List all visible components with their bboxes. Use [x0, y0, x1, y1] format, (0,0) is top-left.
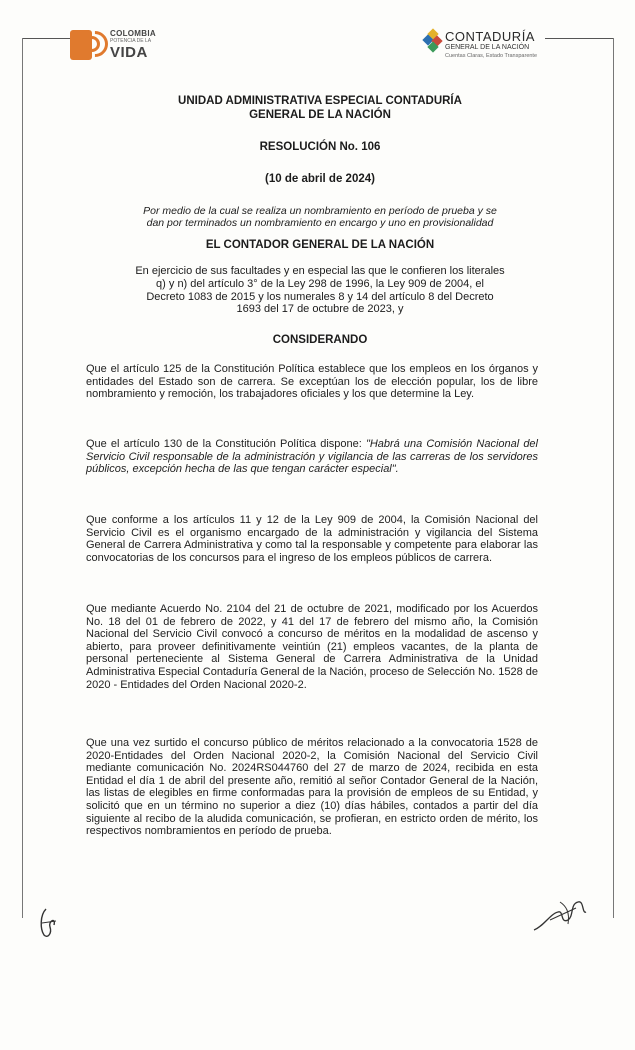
contaduria-logo	[424, 30, 537, 60]
considerando-heading: CONSIDERANDO	[272, 334, 368, 346]
initials-signature	[36, 905, 66, 941]
powers-line2: q) y n) del artículo 3° de la Ley 298 de 1996, la Ley 909 de 2004, el	[156, 277, 484, 290]
paragraph-5: Que una vez surtido el concurso público de méritos relacionado a la convocatoria 1528 de 2020-Entidades del Orden Nacional 2020-2, la Comisión Nacional del Servicio Civil mediante comunicación No. 2024RS044760 del 27 de marzo de 2024, recibida en esta Entidad el día 1 de abril del presente año, remitió al señor Contador General de la Nación, las listas de elegibles en firme conformadas para la provisión de empleos de su Entidad, y solicitó que en un término no superior a diez (10) días hábiles, contados a partir del día siguiente al recibo de la aludida comunicación, se profieran, en estricto orden de mérito, los respectivos nombramientos en período de prueba.	[86, 737, 538, 838]
frame-line-right	[613, 38, 614, 918]
logo-right-line2: GENERAL DE LA NACIÓN	[445, 44, 530, 51]
entity-line2: GENERAL DE LA NACIÓN	[249, 109, 391, 121]
resolution-subject	[60, 206, 580, 229]
resolution-number: RESOLUCIÓN No. 106	[259, 141, 381, 153]
frame-line-top-left	[22, 38, 74, 39]
logo-left-line1: COLOMBIA	[110, 29, 156, 38]
paragraph-3: Que conforme a los artículos 11 y 12 de la Ley 909 de 2004, la Comisión Nacional del Servicio Civil es el organismo encargado de la administración y vigilancia del Sistema General de Carrera Administrativa y como tal la responsable y competente para elaborar las convocatorias de los concursos para el ingreso de los empleos públicos de carrera.	[86, 514, 538, 564]
subject-line1: Por medio de la cual se realiza un nombramiento en período de prueba y se	[143, 205, 497, 217]
logo-right-line3: Cuentas Claras, Estado Transparente	[445, 53, 538, 59]
entity-line1: UNIDAD ADMINISTRATIVA ESPECIAL CONTADURÍA	[178, 95, 462, 107]
logo-left-line2: POTENCIA DE LA	[110, 38, 152, 44]
powers-line4: 1693 del 17 de octubre de 2023, y	[236, 303, 404, 316]
diamond-cluster-icon	[424, 30, 442, 52]
frame-line-top-right	[545, 38, 613, 39]
paragraph-2	[86, 438, 538, 476]
frame-line-left	[22, 38, 23, 918]
logo-right-line1: CONTADURÍA	[445, 29, 535, 44]
entity-title	[60, 94, 580, 122]
powers-line1: En ejercicio de sus facultades y en especial las que le confieren los literales	[135, 265, 505, 277]
paragraph-2-quote: "Habrá una Comisión Nacional del Servicio Civil responsable de la administración y vigilancia de las carreras de los servidores públicos, excepción hecha de las que tengan carácter especial".	[86, 438, 538, 476]
powers-line3: Decreto 1083 de 2015 y los numerales 8 y 14 del artículo 8 del Decreto	[146, 290, 494, 303]
logo-left-line3: VIDA	[110, 44, 148, 61]
authority-heading: EL CONTADOR GENERAL DE LA NACIÓN	[205, 239, 435, 251]
sound-wave-icon	[70, 28, 104, 62]
paragraph-4: Que mediante Acuerdo No. 2104 del 21 de octubre de 2021, modificado por los Acuerdos No. 18 del 01 de febrero de 2022, y 41 del 17 de febrero del mismo año, la Comisión Nacional del Servicio Civil convocó a concurso de méritos en la modalidad de ascenso y abierto, para proveer definitivamente veintiún (21) empleos vacantes, de la planta de personal perteneciente al Sistema General de Carrera Administrativa de la Unidad Administrativa Especial Contaduría General de la Nación, proceso de Selección No. 1528 de 2020 - Entidades del Orden Nacional 2020-2.	[86, 603, 538, 691]
subject-line2: dan por terminados un nombramiento en encargo y uno en provisionalidad	[146, 216, 494, 229]
paragraph-1: Que el artículo 125 de la Constitución Política establece que los empleos en los órganos y entidades del Estado son de carrera. Se exceptúan los de elección popular, los de libre nombramiento y remoción, los trabajadores oficiales y los que determine la Ley.	[86, 363, 538, 401]
resolution-date: (10 de abril de 2024)	[265, 173, 375, 185]
handwritten-signature	[530, 890, 594, 938]
colombia-potencia-de-la-vida-logo	[70, 28, 156, 62]
paragraph-2-lead: Que el artículo 130 de la Constitución Política dispone:	[86, 438, 366, 450]
powers-paragraph	[60, 265, 580, 316]
